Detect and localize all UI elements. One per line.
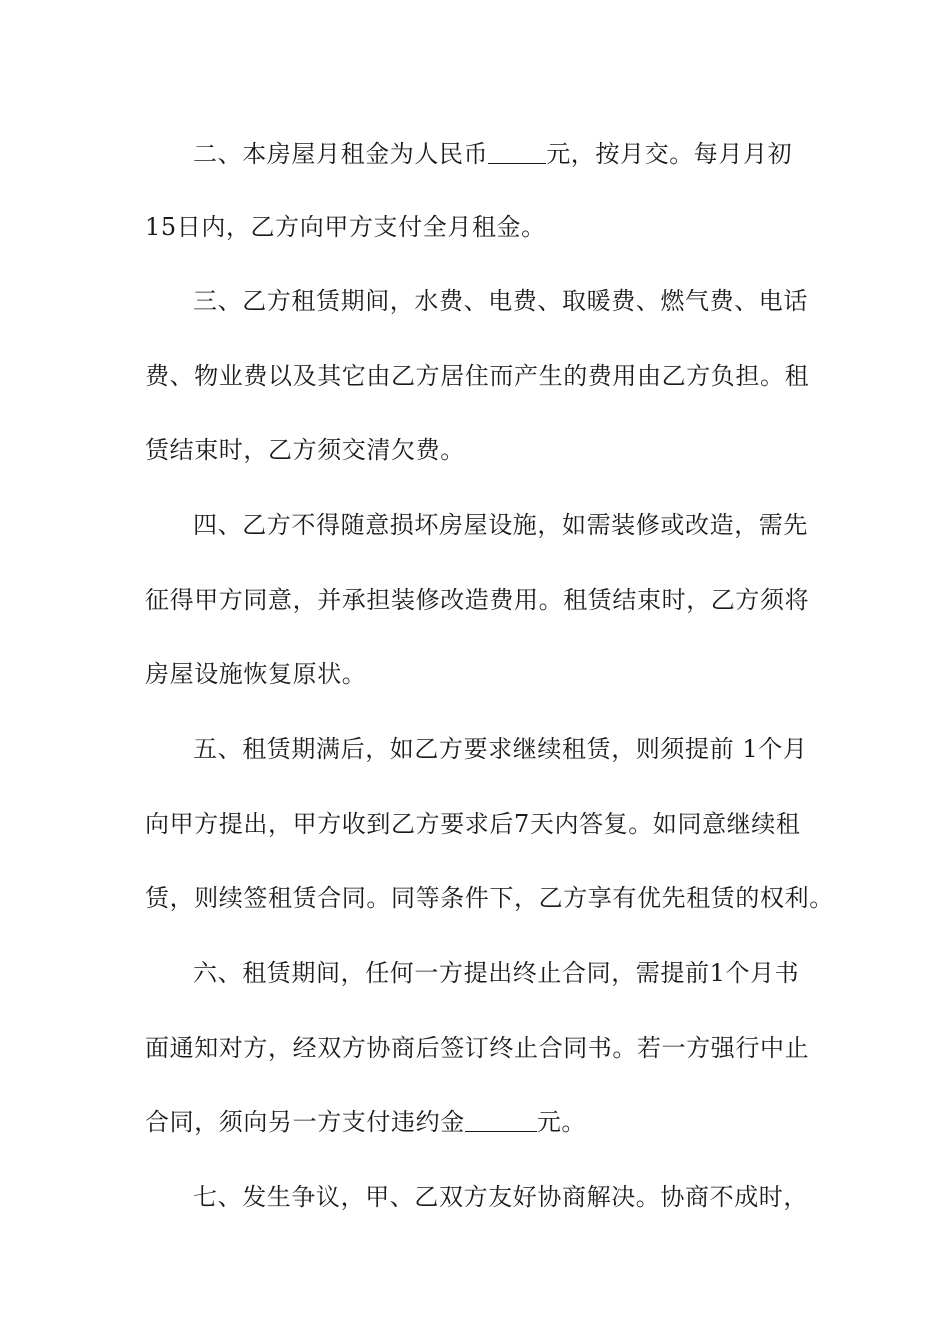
- paragraph-3-line-1: 三、乙方租赁期间，水费、电费、取暖费、燃气费、电话: [193, 287, 808, 315]
- text-segment: 元。: [536, 1108, 587, 1136]
- paragraph-4-line-3: 房屋设施恢复原状。: [145, 660, 367, 688]
- paragraph-7-line-1: 七、发生争议，甲、乙双方友好协商解决。协商不成时，: [193, 1183, 808, 1211]
- paragraph-2-line-2: 15日内，乙方向甲方支付全月租金。: [145, 213, 546, 241]
- paragraph-6-line-2: 面通知对方，经双方协商后签订终止合同书。若一方强行中止: [145, 1034, 810, 1062]
- penalty-amount-blank: [465, 1107, 537, 1132]
- text-segment: 合同，须向另一方支付违约金: [145, 1108, 465, 1136]
- text-segment: 元，按月交。每月月初: [546, 140, 793, 168]
- paragraph-2-line-1: [193, 138, 810, 170]
- paragraph-6-line-1: 六、租赁期间，任何一方提出终止合同，需提前1个月书: [193, 959, 800, 987]
- paragraph-3-line-2: 费、物业费以及其它由乙方居住而产生的费用由乙方负担。租: [145, 362, 810, 390]
- paragraph-5-line-3: 赁，则续签租赁合同。同等条件下，乙方享有优先租赁的权利。: [145, 884, 834, 912]
- paragraph-5-line-1: 五、租赁期满后，如乙方要求继续租赁，则须提前 1个月: [193, 735, 808, 763]
- paragraph-4-line-1: 四、乙方不得随意损坏房屋设施，如需装修或改造，需先: [193, 511, 808, 539]
- text-segment: 二、本房屋月租金为人民币: [193, 140, 489, 168]
- paragraph-5-line-2: 向甲方提出，甲方收到乙方要求后7天内答复。如同意继续租: [145, 810, 801, 838]
- paragraph-3-line-3: 赁结束时，乙方须交清欠费。: [145, 436, 465, 464]
- paragraph-4-line-2: 征得甲方同意，并承担装修改造费用。租赁结束时，乙方须将: [145, 586, 810, 614]
- rent-amount-blank: [488, 139, 546, 164]
- paragraph-6-line-3: [145, 1106, 810, 1138]
